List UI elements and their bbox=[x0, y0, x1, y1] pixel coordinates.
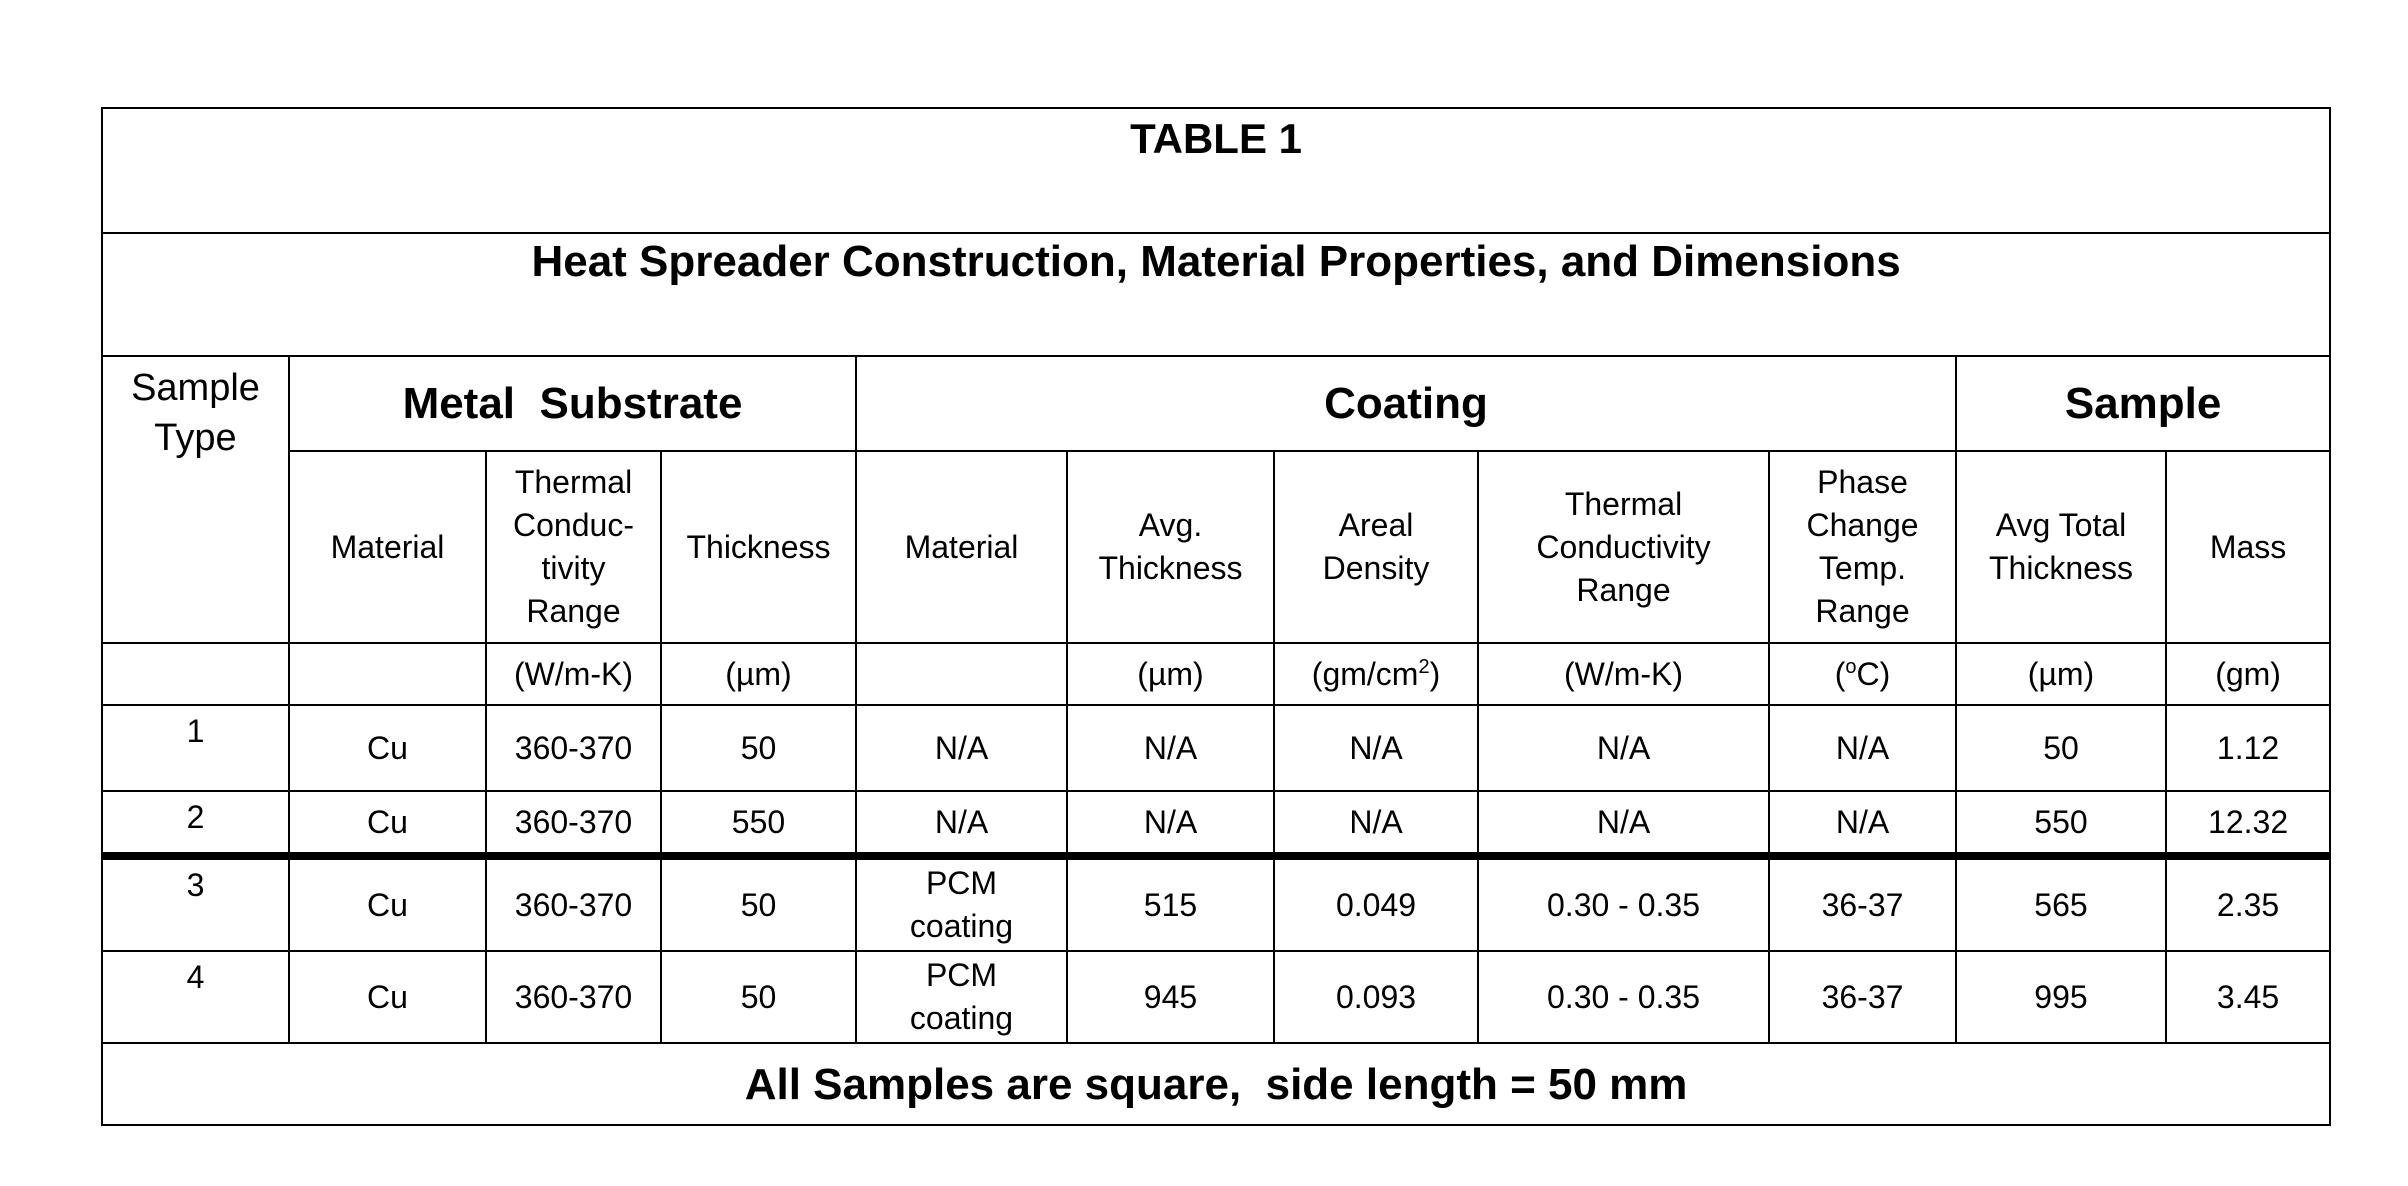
cell-thick: 550 bbox=[661, 791, 856, 856]
col-coating-areal-density-line: Areal bbox=[1338, 507, 1414, 543]
col-coating-phase-change-line: Phase bbox=[1817, 464, 1908, 500]
table-row bbox=[102, 856, 2330, 951]
unit-metal-conductivity: (W/m-K) bbox=[486, 643, 661, 705]
cell-metal: Cu bbox=[289, 705, 486, 791]
cell-phase: 36-37 bbox=[1769, 951, 1956, 1043]
cell-avg-thick: N/A bbox=[1067, 705, 1274, 791]
col-metal-conductivity-line: Conduc- bbox=[513, 507, 634, 543]
footer-row bbox=[102, 1043, 2330, 1125]
cell-phase: N/A bbox=[1769, 705, 1956, 791]
cell-density: N/A bbox=[1274, 705, 1478, 791]
cell-avg-thick: 945 bbox=[1067, 951, 1274, 1043]
cell-cond: 360-370 bbox=[486, 791, 661, 856]
table-subtitle: Heat Spreader Construction, Material Properties, and Dimensions bbox=[102, 233, 2330, 356]
cell-mass: 1.12 bbox=[2166, 705, 2330, 791]
unit-sample-avg-total-thickness: (µm) bbox=[1956, 643, 2166, 705]
cell-density: N/A bbox=[1274, 791, 1478, 856]
cell-coat-cond: 0.30 - 0.35 bbox=[1478, 856, 1769, 951]
table-footer: All Samples are square, side length = 50 mm bbox=[102, 1043, 2330, 1125]
col-metal-material: Material bbox=[289, 451, 486, 643]
cell-avg-thick: 515 bbox=[1067, 856, 1274, 951]
cell-coat-cond: N/A bbox=[1478, 791, 1769, 856]
unit-coating-areal-density bbox=[1274, 643, 1478, 705]
unit-coating-phase-change bbox=[1769, 643, 1956, 705]
cell-coat-mat: N/A bbox=[856, 705, 1067, 791]
cell-cond: 360-370 bbox=[486, 705, 661, 791]
sample-header: Sample bbox=[1956, 356, 2330, 451]
group-header-row bbox=[102, 356, 2330, 451]
cell-mass: 3.45 bbox=[2166, 951, 2330, 1043]
cell-total: 550 bbox=[1956, 791, 2166, 856]
column-header-row bbox=[102, 451, 2330, 643]
col-coating-avg-thickness-line: Thickness bbox=[1098, 550, 1243, 586]
cell-coat-mat-line: PCM bbox=[925, 865, 998, 901]
cell-metal: Cu bbox=[289, 791, 486, 856]
cell-coat-mat-line: PCM bbox=[925, 957, 998, 993]
unit-metal-thickness: (µm) bbox=[661, 643, 856, 705]
unit-phase-open: ( bbox=[1834, 655, 1846, 692]
unit-cell-empty bbox=[856, 643, 1067, 705]
cell-coat-cond: 0.30 - 0.35 bbox=[1478, 951, 1769, 1043]
cell-coat-mat bbox=[856, 856, 1067, 951]
unit-phase-sup: o bbox=[1845, 655, 1857, 678]
cell-coat-mat-line: coating bbox=[909, 908, 1014, 944]
col-coating-phase-change-line: Temp. bbox=[1818, 550, 1907, 586]
table-row bbox=[102, 951, 2330, 1043]
col-coating-phase-change-line: Change bbox=[1806, 507, 1919, 543]
cell-coat-mat-line: coating bbox=[909, 1000, 1014, 1036]
cell-mass: 2.35 bbox=[2166, 856, 2330, 951]
cell-cond: 360-370 bbox=[486, 951, 661, 1043]
cell-total: 50 bbox=[1956, 705, 2166, 791]
unit-cell-empty bbox=[102, 643, 289, 705]
col-coating-phase-change-line: Range bbox=[1815, 593, 1910, 629]
col-coating-areal-density-line: Density bbox=[1322, 550, 1430, 586]
col-sample-mass: Mass bbox=[2166, 451, 2330, 643]
table-row bbox=[102, 791, 2330, 856]
col-metal-conductivity-line: Thermal bbox=[514, 464, 633, 500]
cell-thick: 50 bbox=[661, 705, 856, 791]
unit-cell-empty bbox=[289, 643, 486, 705]
unit-areal-density-close: ) bbox=[1429, 655, 1441, 692]
col-metal-conductivity-line: Range bbox=[526, 593, 621, 629]
col-coating-conductivity bbox=[1478, 451, 1769, 643]
title-row bbox=[102, 108, 2330, 233]
col-metal-thickness: Thickness bbox=[661, 451, 856, 643]
subtitle-row bbox=[102, 233, 2330, 356]
units-row bbox=[102, 643, 2330, 705]
col-coating-areal-density bbox=[1274, 451, 1478, 643]
table-row bbox=[102, 705, 2330, 791]
cell-coat-mat: N/A bbox=[856, 791, 1067, 856]
cell-mass: 12.32 bbox=[2166, 791, 2330, 856]
cell-density: 0.049 bbox=[1274, 856, 1478, 951]
col-metal-conductivity bbox=[486, 451, 661, 643]
sample-type-header: Sample Type bbox=[102, 356, 289, 643]
coating-header: Coating bbox=[856, 356, 1956, 451]
col-metal-conductivity-line: tivity bbox=[541, 550, 606, 586]
cell-cond: 360-370 bbox=[486, 856, 661, 951]
row-sample-type: 2 bbox=[102, 791, 289, 856]
col-coating-avg-thickness bbox=[1067, 451, 1274, 643]
table-frame bbox=[101, 107, 2329, 1126]
unit-phase-text: C) bbox=[1856, 655, 1891, 692]
row-sample-type: 4 bbox=[102, 951, 289, 1043]
unit-areal-density-text: (gm/cm bbox=[1311, 655, 1419, 692]
col-sample-avg-total-thickness-line: Thickness bbox=[1988, 550, 2134, 586]
cell-metal: Cu bbox=[289, 856, 486, 951]
col-sample-avg-total-thickness bbox=[1956, 451, 2166, 643]
unit-coating-avg-thickness: (µm) bbox=[1067, 643, 1274, 705]
heat-spreader-table bbox=[101, 107, 2331, 1126]
unit-areal-density-sup: 2 bbox=[1418, 655, 1430, 678]
unit-sample-mass: (gm) bbox=[2166, 643, 2330, 705]
table-title: TABLE 1 bbox=[102, 108, 2330, 233]
cell-thick: 50 bbox=[661, 951, 856, 1043]
col-coating-phase-change bbox=[1769, 451, 1956, 643]
cell-total: 995 bbox=[1956, 951, 2166, 1043]
cell-coat-cond: N/A bbox=[1478, 705, 1769, 791]
cell-metal: Cu bbox=[289, 951, 486, 1043]
cell-density: 0.093 bbox=[1274, 951, 1478, 1043]
metal-substrate-header: Metal Substrate bbox=[289, 356, 856, 451]
cell-phase: N/A bbox=[1769, 791, 1956, 856]
cell-total: 565 bbox=[1956, 856, 2166, 951]
col-coating-avg-thickness-line: Avg. bbox=[1138, 507, 1203, 543]
unit-coating-conductivity: (W/m-K) bbox=[1478, 643, 1769, 705]
col-coating-conductivity-line: Conductivity bbox=[1536, 528, 1711, 565]
col-sample-avg-total-thickness-line: Avg Total bbox=[1995, 507, 2127, 543]
cell-thick: 50 bbox=[661, 856, 856, 951]
col-coating-conductivity-line: Range bbox=[1576, 571, 1671, 608]
col-coating-material: Material bbox=[856, 451, 1067, 643]
cell-avg-thick: N/A bbox=[1067, 791, 1274, 856]
row-sample-type: 1 bbox=[102, 705, 289, 791]
cell-coat-mat bbox=[856, 951, 1067, 1043]
col-coating-conductivity-line: Thermal bbox=[1564, 485, 1683, 522]
row-sample-type: 3 bbox=[102, 856, 289, 951]
cell-phase: 36-37 bbox=[1769, 856, 1956, 951]
